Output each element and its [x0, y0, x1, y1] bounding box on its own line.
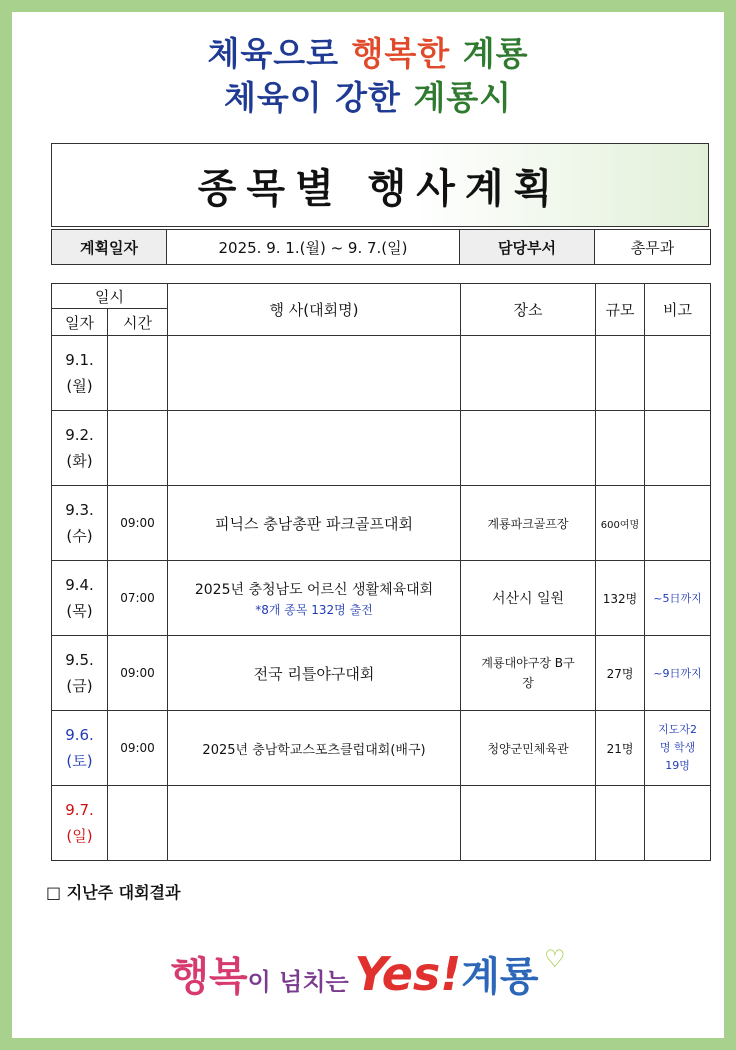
row-scale: 27명 [596, 636, 645, 711]
header-datetime: 일시 [52, 284, 168, 309]
row-place: 청양군민체육관 [461, 711, 596, 786]
table-row [52, 486, 711, 561]
row-time: 09:00 [108, 486, 168, 561]
row-remark [645, 411, 711, 486]
row-date: 9.7. (일) [52, 786, 108, 861]
slogan-word: 강한 [335, 78, 401, 117]
row-remark [645, 336, 711, 411]
slogan-word: 계룡 [462, 34, 529, 73]
table-row [52, 711, 711, 786]
row-event: 피닉스 충남총판 파크골프대회 [168, 486, 461, 561]
header-remark: 비고 [645, 284, 711, 336]
row-scale [596, 336, 645, 411]
row-time [108, 336, 168, 411]
row-event: 2025년 충남학교스포츠클럽대회(배구) [168, 711, 461, 786]
slogan-word: 체육으로 [207, 34, 340, 73]
slogan-word: 행복한 [351, 34, 451, 73]
table-row [52, 636, 711, 711]
row-remark: ~9日까지 [645, 636, 711, 711]
header-scale: 규모 [596, 284, 645, 336]
row-event [168, 336, 461, 411]
row-place: 서산시 일원 [461, 561, 596, 636]
row-date: 9.4. (목) [52, 561, 108, 636]
dept-value: 총무과 [595, 230, 711, 265]
row-date: 9.6. (토) [52, 711, 108, 786]
row-scale: 132명 [596, 561, 645, 636]
slogan-line-1 [0, 28, 736, 75]
heart-icon: ♡ [544, 945, 566, 973]
row-remark [645, 486, 711, 561]
header-event: 행 사(대회명) [168, 284, 461, 336]
row-scale [596, 786, 645, 861]
row-remark [645, 786, 711, 861]
row-date: 9.1. (월) [52, 336, 108, 411]
row-time: 09:00 [108, 636, 168, 711]
yes-gyeryong-logo: 행복이 넘치는 Yes!계룡 ♡ [170, 945, 566, 1001]
row-scale: 21명 [596, 711, 645, 786]
row-date: 9.2. (화) [52, 411, 108, 486]
row-date: 9.3. (수) [52, 486, 108, 561]
table-row [52, 786, 711, 861]
page-title: 종목별 행사계획 [51, 143, 709, 227]
row-date: 9.5. (금) [52, 636, 108, 711]
header-date: 일자 [52, 309, 108, 336]
row-time: 09:00 [108, 711, 168, 786]
slogan-word: 체육이 [223, 78, 323, 117]
plan-info-table [51, 229, 711, 265]
row-remark: ~5日까지 [645, 561, 711, 636]
schedule-table [51, 283, 711, 861]
table-row [52, 336, 711, 411]
row-place [461, 336, 596, 411]
row-scale [596, 411, 645, 486]
row-place: 계룡파크골프장 [461, 486, 596, 561]
row-place [461, 411, 596, 486]
row-time: 07:00 [108, 561, 168, 636]
row-remark: 지도자2명 학생19명 [645, 711, 711, 786]
header-time: 시간 [108, 309, 168, 336]
plan-date-value: 2025. 9. 1.(월) ~ 9. 7.(일) [167, 230, 460, 265]
row-event: 2025년 충청남도 어르신 생활체육대회 *8개 종목 132명 출전 [168, 561, 461, 636]
row-event [168, 411, 461, 486]
table-row [52, 411, 711, 486]
plan-date-label: 계획일자 [52, 230, 167, 265]
row-place [461, 786, 596, 861]
row-time [108, 786, 168, 861]
row-time [108, 411, 168, 486]
slogan-word: 계룡시 [413, 78, 513, 117]
table-row [52, 561, 711, 636]
event-note: *8개 종목 132명 출전 [255, 602, 373, 617]
slogan-line-2 [0, 72, 736, 119]
header-place: 장소 [461, 284, 596, 336]
last-week-results-heading: □ 지난주 대회결과 [46, 883, 181, 902]
row-event: 전국 리틀야구대회 [168, 636, 461, 711]
row-event [168, 786, 461, 861]
dept-label: 담당부서 [460, 230, 595, 265]
row-place: 계룡대야구장 B구장 [461, 636, 596, 711]
row-scale: 600여명 [596, 486, 645, 561]
